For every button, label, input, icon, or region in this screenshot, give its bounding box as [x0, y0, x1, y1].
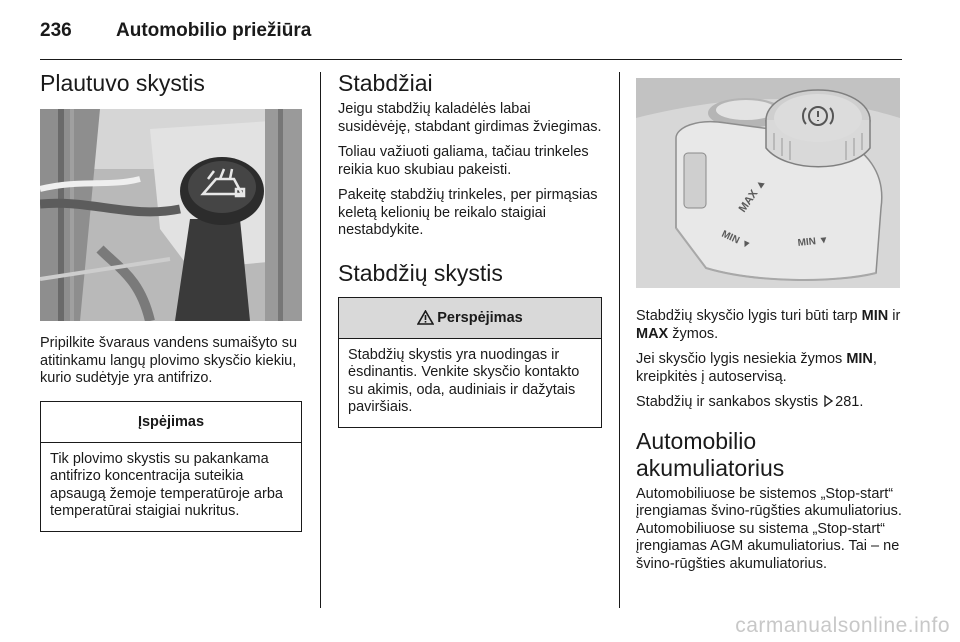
min-mark-label-left: MIN ▼ — [719, 228, 753, 252]
page-reference-arrow-icon — [824, 395, 833, 407]
column-washer-fluid — [40, 70, 302, 532]
notice-box — [40, 401, 302, 532]
washer-fluid-photo — [40, 109, 302, 321]
column-divider — [619, 72, 620, 608]
warning-header — [339, 298, 601, 339]
section-title-brake-fluid: Stabdžių skystis — [338, 259, 503, 286]
notice-text: Tik plovimo skystis su pakankama antifrizo koncentracija suteikia apsaugą žemoje temperatūroje arba temperatūrai staigiai nukritus. — [50, 450, 283, 519]
column-divider — [320, 72, 321, 608]
brakes-paragraph-3: Pakeitę stabdžių trinkeles, per pirmąsias keletą kelionių be reikalo staigiai nestabdykite. — [338, 187, 598, 238]
section-title-brakes: Stabdžiai — [338, 70, 433, 96]
column-brakes — [338, 70, 602, 428]
section-title-battery: Automobilio akumuliatorius — [636, 427, 785, 481]
brakes-paragraph-2: Toliau važiuoti galiama, tačiau trinkeles reikia kuo skubiau pakeisti. — [338, 144, 589, 178]
battery-paragraph: Automobiliuose be sistemos „Stop-start“ įrengiamas švino-rūgšties akumuliatorius. Automobiliuose su sistema „Stop-start“ įrengiamas AGM akumuliatorius. Tai – ne švino-rūgšties akumuliatorius. — [636, 485, 902, 572]
warning-heading: Perspėjimas — [437, 309, 523, 326]
running-title: Automobilio priežiūra — [116, 20, 312, 41]
column-brake-fluid-battery — [636, 70, 904, 573]
min-keyword: MIN — [846, 351, 873, 367]
page-reference-link[interactable]: 281 — [835, 394, 860, 410]
section-title-washer-fluid: Plautuvo skystis — [40, 70, 205, 96]
page-number: 236 — [40, 20, 72, 41]
brake-fluid-reservoir-photo — [636, 78, 900, 288]
warning-triangle-icon — [417, 310, 434, 325]
warning-text: Stabdžių skystis yra nuodingas ir ėsdinantis. Venkite skysčio kontakto su akimis, oda, audiniais ir dažytais paviršiais. — [348, 346, 580, 415]
max-keyword: MAX — [636, 325, 669, 342]
brake-fluid-service-paragraph: Jei skysčio lygis nesiekia žymos MIN, kreipkitės į autoservisą. — [636, 351, 877, 385]
min-mark-label-right: MIN ▼ — [797, 234, 830, 249]
watermark: carmanualsonline.info — [735, 614, 950, 637]
brake-fluid-level-paragraph: Stabdžių skysčio lygis turi būti tarp MIN ir MAX žymos. — [636, 308, 901, 342]
header-rule — [40, 59, 902, 60]
page-header — [40, 18, 902, 60]
max-mark-label: MAX ▲ — [736, 176, 769, 215]
brakes-paragraph-1: Jeigu stabdžių kaladėlės labai susidėvėję, stabdant girdimas žviegimas. — [338, 101, 602, 135]
warning-box — [338, 297, 602, 428]
notice-heading: Įspėjimas — [41, 402, 301, 443]
washer-fluid-paragraph: Pripilkite švaraus vandens sumaišyto su atitinkamu langų plovimo skysčio kiekiu, kurio sudėtyje yra antifrizo. — [40, 335, 298, 386]
min-keyword: MIN — [861, 308, 889, 324]
brake-fluid-reference-paragraph: Stabdžių ir sankabos skystis 281. — [636, 394, 864, 410]
